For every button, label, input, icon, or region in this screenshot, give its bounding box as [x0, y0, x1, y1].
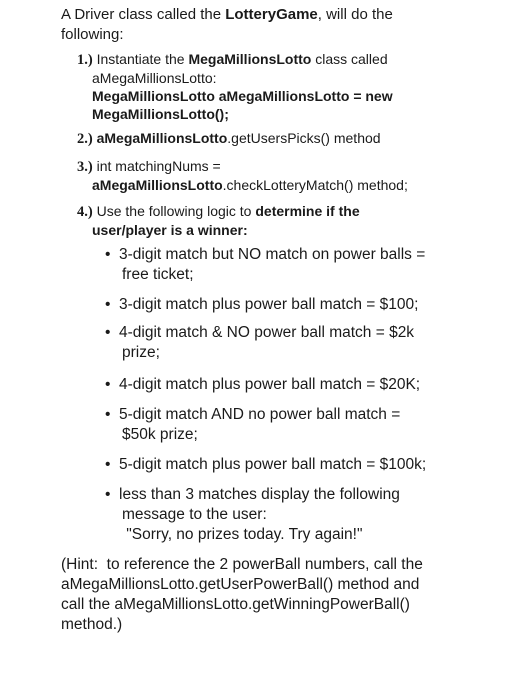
bullet-icon: •	[105, 456, 111, 473]
list-item	[105, 375, 485, 395]
intro-suffix: , will do the	[317, 6, 393, 23]
rule-line2: free ticket;	[122, 266, 194, 283]
rule-line1: 5-digit match AND no power ball match =	[119, 406, 401, 423]
hint-line1: (Hint: to reference the 2 powerBall numbers, call the	[61, 556, 423, 573]
hint-line3: call the aMegaMillionsLotto.getWinningPowerBall()	[61, 596, 410, 613]
bullet-icon: •	[105, 406, 111, 423]
rule-message: "Sorry, no prizes today. Try again!"	[122, 526, 363, 543]
rule-line1: 3-digit match plus power ball match = $100;	[119, 296, 419, 313]
step-1	[77, 50, 477, 123]
intro-line2: following:	[61, 26, 124, 43]
rule-line1: 4-digit match plus power ball match = $20K;	[119, 376, 421, 393]
list-item	[105, 485, 485, 545]
step-2-object: aMegaMillionsLotto	[92, 130, 228, 146]
hint-paragraph	[61, 555, 481, 635]
rule-line2: prize;	[122, 344, 160, 361]
step-1-line4: MegaMillionsLotto();	[92, 106, 229, 122]
step-3	[77, 157, 477, 194]
bullet-icon: •	[105, 296, 111, 313]
hint-line2: aMegaMillionsLotto.getUserPowerBall() method and	[61, 576, 420, 593]
list-item	[105, 245, 485, 285]
step-3-object: aMegaMillionsLotto	[92, 177, 223, 193]
bullet-icon: •	[105, 246, 111, 263]
step-3-rest: .checkLotteryMatch() method;	[222, 177, 408, 193]
step-4-bold1: determine if the	[255, 203, 360, 219]
step-3-line1: int matchingNums =	[92, 158, 221, 174]
step-4	[77, 202, 477, 239]
list-item	[105, 455, 485, 475]
driver-class-name: LotteryGame	[225, 6, 318, 23]
step-4-bold2: user/player is a winner:	[92, 222, 248, 238]
step-1-number: 1.)	[77, 52, 93, 68]
intro-paragraph	[61, 5, 481, 45]
step-1-post: class called	[311, 51, 388, 67]
rule-line1: 4-digit match & NO power ball match = $2k	[119, 324, 415, 341]
list-item	[105, 405, 485, 445]
step-2	[77, 129, 477, 148]
step-1-pre: Instantiate the	[92, 51, 189, 67]
step-3-number: 3.)	[77, 159, 93, 175]
step-2-rest: .getUsersPicks() method	[227, 130, 381, 146]
step-2-number: 2.)	[77, 131, 93, 147]
step-4-number: 4.)	[77, 204, 93, 220]
step-4-pre: Use the following logic to	[92, 203, 256, 219]
step-1-line3: MegaMillionsLotto aMegaMillionsLotto = new	[92, 88, 393, 104]
step-1-class: MegaMillionsLotto	[188, 51, 312, 67]
rule-line1: 5-digit match plus power ball match = $100k;	[119, 456, 427, 473]
hint-line4: method.)	[61, 616, 123, 633]
bullet-icon: •	[105, 376, 111, 393]
rule-line1: 3-digit match but NO match on power balls =	[119, 246, 426, 263]
intro-prefix: A Driver class called the	[61, 6, 226, 23]
list-item	[105, 295, 485, 315]
rule-line2: $50k prize;	[122, 426, 198, 443]
bullet-icon: •	[105, 324, 111, 341]
step-1-line2: aMegaMillionsLotto:	[92, 70, 217, 86]
rule-line2: message to the user:	[122, 506, 267, 523]
bullet-icon: •	[105, 486, 111, 503]
rule-line1: less than 3 matches display the following	[119, 486, 400, 503]
list-item	[105, 323, 485, 363]
